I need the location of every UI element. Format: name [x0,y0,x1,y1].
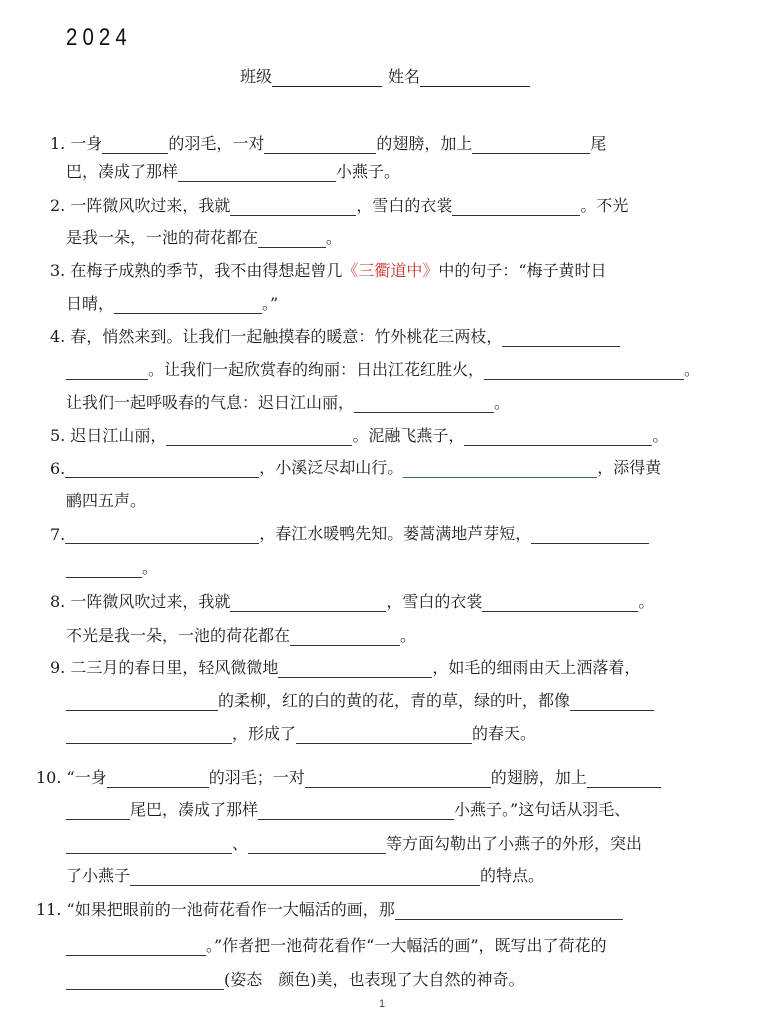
answer-blank[interactable] [452,195,580,216]
question-text: 。 [400,626,417,645]
answer-blank[interactable] [102,133,168,154]
question-text: 。”作者把一池荷花看作“一大幅活的画”，既写出了荷花的 [206,936,607,955]
answer-blank[interactable] [178,161,336,182]
question-text: 的羽毛，一对 [168,134,265,153]
question-line [66,934,607,956]
answer-blank[interactable] [66,833,232,854]
name-blank[interactable] [420,68,530,87]
question-text: 、 [232,834,249,853]
answer-blank[interactable] [587,767,661,788]
question-text: 的春天。 [472,724,537,743]
question-text: 中的句子：“梅子黄时日 [438,261,607,280]
year-label: 2024 [66,24,132,51]
answer-blank[interactable] [296,723,472,744]
question-text: 5. 迟日江山丽， [50,426,167,445]
answer-blank[interactable] [502,326,620,347]
question-line [66,292,278,314]
answer-blank[interactable] [290,625,400,646]
question-text: 的柔柳，红的白的黄的花，青的草，绿的叶，都像 [218,691,571,710]
answer-blank[interactable] [107,767,209,788]
answer-blank[interactable] [264,133,376,154]
question-text: 的翅膀，加上 [376,134,473,153]
question-text: ，小溪泛尽却山行。 [259,458,404,477]
answer-blank[interactable] [66,557,142,578]
question-text: 尾巴，凑成了那样 [130,800,259,819]
question-text: 9. 二三月的春日里，轻风微微地 [50,658,279,677]
question-text: 让我们一起呼吸春的气息：迟日江山丽， [66,393,355,412]
question-text: 的羽毛；一对 [208,768,305,787]
question-text: 鹂四五声。 [66,491,147,510]
answer-blank[interactable] [482,591,638,612]
question-text: 尾 [590,134,607,153]
question-text: 等方面勾勒出了小燕子的外形，突出 [386,834,643,853]
question-line [66,689,654,711]
answer-blank[interactable] [66,799,130,820]
question-text: 7. [50,525,66,544]
answer-blank[interactable] [570,690,654,711]
question-line [66,226,342,248]
question-line [50,456,661,478]
answer-blank[interactable] [354,392,494,413]
question-line [50,132,606,154]
answer-blank[interactable] [258,799,454,820]
answer-blank[interactable] [66,690,218,711]
answer-blank[interactable] [248,833,386,854]
question-line [66,160,400,182]
answer-blank[interactable] [464,425,652,446]
question-line [66,556,158,578]
question-text: 。 [326,228,343,247]
question-text: (姿态 颜色)美，也表现了大自然的神奇。 [224,970,525,989]
answer-blank[interactable] [66,723,232,744]
question-text: ，添得黄 [597,458,662,477]
answer-blank[interactable] [230,591,386,612]
class-label: 班级 [240,67,273,86]
question-text: 。 [652,426,669,445]
question-line [66,798,630,820]
answer-blank[interactable] [66,359,148,380]
question-text: 。 [494,393,511,412]
question-text: 巴，凑成了那样 [66,162,179,181]
question-text: 小燕子。”这句话从羽毛、 [454,800,631,819]
question-text: 的特点。 [480,866,545,885]
answer-blank[interactable] [395,899,623,920]
question-text: 8. 一阵微风吹过来，我就 [50,592,231,611]
poem-title-highlight: 《三衢道中》 [342,261,439,280]
question-text: 。” [262,294,279,313]
question-line [50,325,620,347]
answer-blank[interactable] [65,457,259,478]
question-text: ，雪白的衣裳 [356,196,453,215]
question-line [66,864,544,886]
class-blank[interactable] [272,68,382,87]
answer-blank[interactable] [305,767,491,788]
page-number: 1 [379,998,386,1010]
answer-blank[interactable] [66,935,206,956]
question-text: ，形成了 [232,724,297,743]
answer-blank[interactable] [258,227,326,248]
question-line [50,522,649,544]
question-line [50,590,654,612]
question-line [66,832,642,854]
question-text: 的翅膀，加上 [490,768,587,787]
question-text: 11. “如果把眼前的一池荷花看作一大幅活的画，那 [36,900,395,919]
answer-blank[interactable] [65,523,259,544]
question-text: 。 [684,360,701,379]
question-line [36,898,623,920]
answer-blank[interactable] [114,293,262,314]
question-line [50,194,628,216]
answer-blank[interactable] [484,359,684,380]
question-text: 日晴， [66,294,115,313]
question-line [36,766,661,788]
question-text: 10. “一身 [36,768,107,787]
answer-blank[interactable] [531,523,649,544]
question-text: 。泥融飞燕子， [352,426,465,445]
question-line [50,259,607,281]
question-line [66,722,536,744]
question-text: 不光是我一朵，一池的荷花都在 [66,626,291,645]
answer-blank[interactable] [278,657,432,678]
question-line [66,489,146,511]
question-text: 是我一朵，一池的荷花都在 [66,228,259,247]
question-text: 4. 春，悄然来到。让我们一起触摸春的暖意：竹外桃花三两枝， [50,327,503,346]
answer-blank[interactable] [230,195,356,216]
question-text: 了小燕子 [66,866,131,885]
answer-blank[interactable] [66,969,224,990]
name-label: 姓名 [388,67,421,86]
answer-blank[interactable] [166,425,352,446]
question-line [50,424,668,446]
question-text: 2. 一阵微风吹过来，我就 [50,196,231,215]
question-line [66,968,525,990]
question-text: 。不光 [580,196,629,215]
answer-blank[interactable] [403,457,597,478]
question-text: 。让我们一起欣赏春的绚丽：日出江花红胜火， [148,360,485,379]
student-info-header [240,64,536,87]
question-text: ，春江水暖鸭先知。蒌蒿满地芦芽短， [259,524,532,543]
question-text: 。 [638,592,655,611]
answer-blank[interactable] [130,865,480,886]
question-line [66,358,700,380]
question-text: 6. [50,459,66,478]
answer-blank[interactable] [472,133,590,154]
question-text: ，如毛的细雨由天上洒落着， [432,658,641,677]
question-text: ，雪白的衣裳 [386,592,483,611]
question-line [66,624,416,646]
question-text: 3. 在梅子成熟的季节，我不由得想起曾几 [50,261,343,280]
question-line [66,391,510,413]
question-text: 1. 一身 [50,134,103,153]
question-line [50,656,640,678]
question-text: 。 [142,558,159,577]
question-text: 小燕子。 [336,162,401,181]
